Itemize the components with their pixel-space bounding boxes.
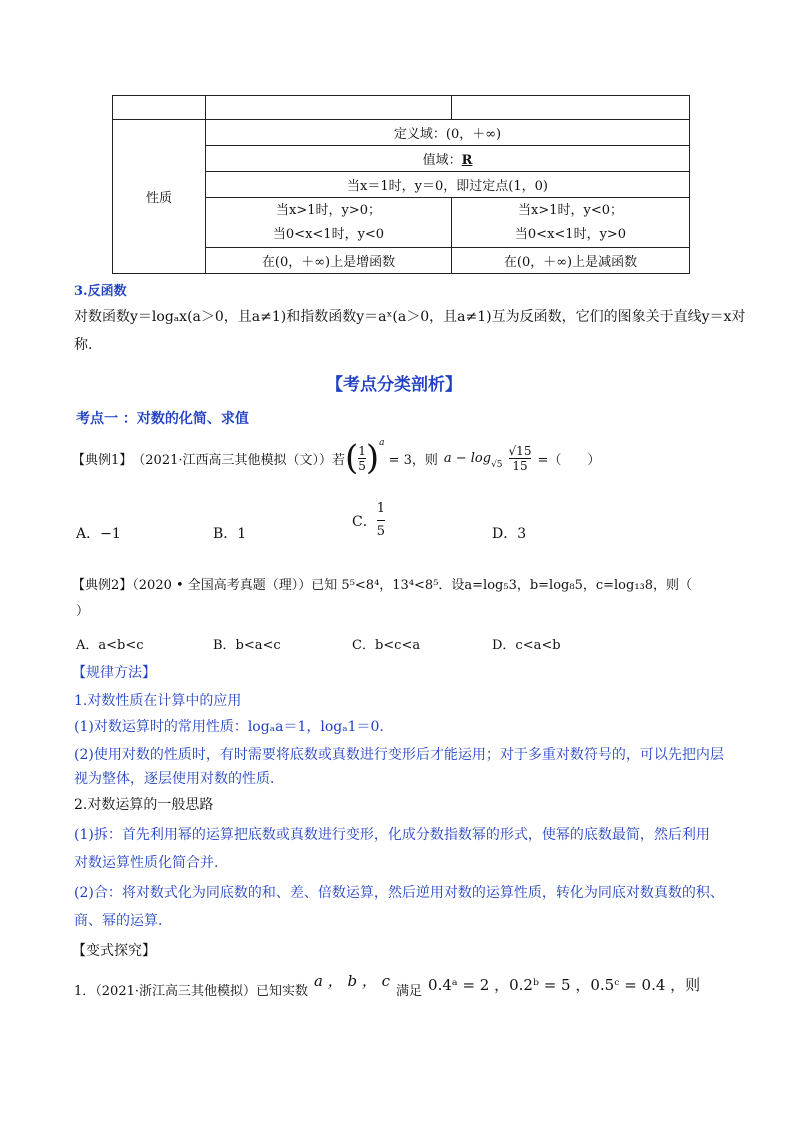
method-line: 2.对数运算的一般思路: [74, 797, 214, 813]
table-cell-empty: [113, 96, 206, 120]
method-line: 商、幂的运算.: [74, 913, 163, 929]
properties-table: [112, 95, 690, 274]
method-line: 视为整体，逐层使用对数的性质.: [74, 771, 275, 787]
example1-option-c: C． $\frac{1}{5}$: [352, 501, 385, 539]
example2-stem: 【典例2】（2020 • 全国高考真题（理））已知 5⁵<8⁴，13⁴<8⁵．设a=log₅3，b=log₈5，c=log₁₃8，则（: [72, 578, 693, 593]
right-mono-cell: 在(0，＋∞)上是减函数: [452, 248, 690, 274]
method-line: (1)对数运算时的常用性质：logₐa＝1，logₐ1＝0.: [74, 719, 384, 735]
page-heading: 【考点分类剖析】: [326, 375, 462, 395]
example2-option-c: C．b<c<a: [352, 638, 421, 653]
method-line: (2)合：将对数式化为同底数的和、差、倍数运算，然后逆用对数的运算性质，转化为同底对数真数的积、: [74, 885, 724, 901]
example1-stem: 【典例1】 （2021·江西高三其他模拟（文））若 ( $\frac{1}{5}$ ) a = 3，则 a − log √5 $\frac{√15}{15}$ =（ ）: [72, 438, 601, 478]
table-cell-empty: [452, 96, 690, 120]
method-line: (2)使用对数的性质时，有时需要将底数或真数进行变形后才能运用；对于多重对数符号的，可以先把内层: [74, 747, 724, 763]
section3-line2: 称.: [74, 337, 93, 353]
left-mono-cell: 在(0，＋∞)上是增函数: [206, 248, 452, 274]
variant-title: 【变式探究】: [72, 943, 156, 959]
fixed-point-cell: 当x＝1时，y＝0，即过定点(1，0): [206, 172, 690, 198]
method-line: 对数运算性质化简合并.: [74, 855, 219, 871]
example1-option-a: A．−1: [76, 526, 121, 542]
example2-option-a: A．a<b<c: [76, 638, 144, 653]
table-cell-empty: [206, 96, 452, 120]
method-line: (1)拆：首先利用幂的运算把底数或真数进行变形，化成分数指数幂的形式，使幂的底数最简，然后利用: [74, 827, 710, 843]
example1-option-d: D．3: [492, 526, 527, 542]
method-title: 【规律方法】: [72, 665, 156, 681]
right-cases-cell: 当x>1时，y<0； 当0<x<1时，y>0: [452, 198, 690, 248]
example2-close: ）: [76, 604, 90, 619]
section3-title: 3.反函数: [74, 284, 127, 299]
example1-option-b: B．1: [213, 526, 247, 542]
section3-line1: 对数函数y＝logₐx(a＞0，且a≠1)和指数函数y＝aˣ(a＞0，且a≠1)互为反函数，它们的图象关于直线y＝x对: [74, 309, 746, 325]
example2-option-b: B．b<a<c: [213, 638, 281, 653]
example2-option-d: D．c<a<b: [492, 638, 561, 653]
point1-title: 考点一 ：对数的化简、求值: [76, 411, 249, 427]
row-label: 性质: [113, 120, 206, 274]
left-cases-cell: 当x>1时，y>0； 当0<x<1时，y<0: [206, 198, 452, 248]
method-line: 1.对数性质在计算中的应用: [74, 693, 242, 709]
range-cell: 值域：R: [206, 146, 690, 172]
domain-cell: 定义域：(0，＋∞): [206, 120, 690, 146]
variant-question-1: 1．（2021·浙江高三其他模拟）已知实数 a ， b ， c 满足 0.4ᵃ = 2 ，0.2ᵇ = 5 ，0.5ᶜ = 0.4 ，则: [74, 972, 701, 999]
